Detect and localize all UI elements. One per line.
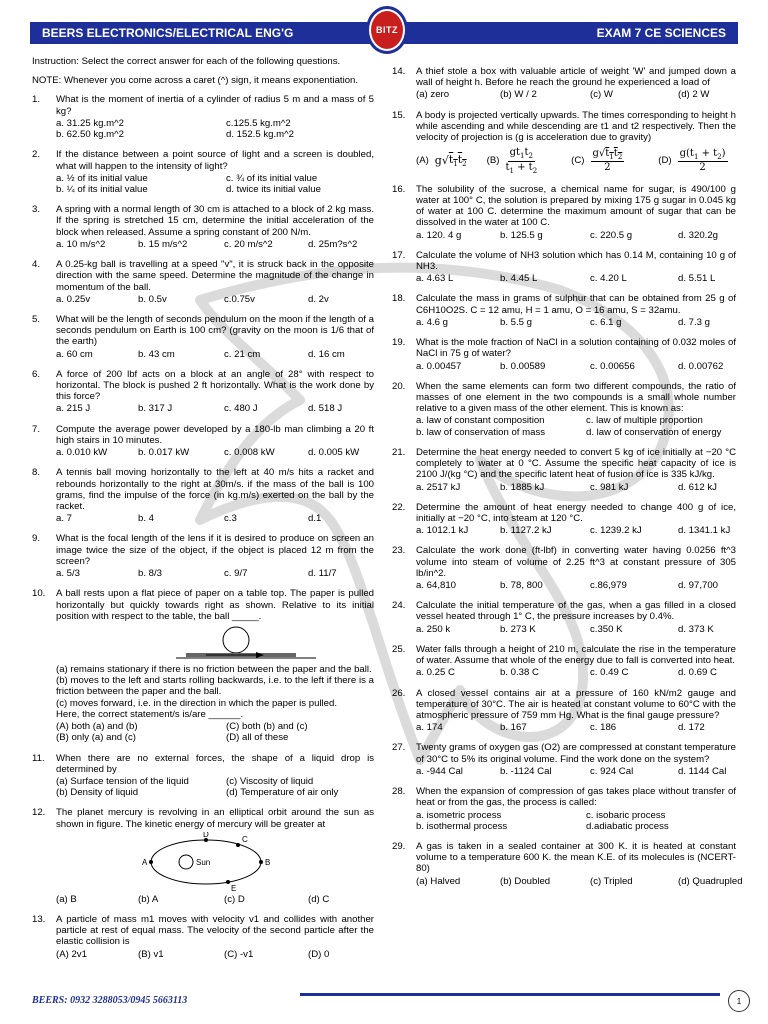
- answer-options: [56, 118, 374, 140]
- question-number: 1.: [32, 94, 41, 106]
- formula-b: $\frac{gt_1t_2}{t_1 + t_2}$: [505, 147, 538, 175]
- option[interactable]: b. 8/3: [138, 568, 163, 580]
- question-number: 8.: [32, 467, 41, 479]
- option[interactable]: (D) 0: [308, 948, 330, 960]
- question-9: [32, 533, 374, 579]
- question-text: The planet mercury is revolving in an elliptical orbit around the sun as shown in figure. The kinetic energy of mercury will be greater at: [56, 807, 374, 830]
- option[interactable]: c.86,979: [590, 580, 627, 592]
- option-label[interactable]: (C): [571, 155, 585, 167]
- option[interactable]: (c) Tripled: [590, 875, 633, 887]
- answer-options: [416, 482, 736, 493]
- table-paper-figure: [56, 624, 374, 662]
- question-27: [392, 742, 736, 777]
- option[interactable]: (D) all of these: [226, 732, 289, 744]
- option[interactable]: c.350 K: [590, 623, 623, 635]
- option[interactable]: (a) B: [56, 893, 77, 905]
- answer-options: [416, 580, 736, 591]
- elliptical-orbit-diagram: [56, 832, 374, 892]
- label-e: E: [231, 883, 237, 892]
- option[interactable]: (b) Doubled: [500, 875, 551, 887]
- question-text: Calculate the work done (ft-lbf) in converting water having 0.0256 ft^3 volume into steam of volume of 2.25 ft^3 at constant pressure of 305 lb/in^2.: [416, 545, 736, 579]
- option[interactable]: d. 518 J: [308, 403, 343, 415]
- formula-a: g√ $t_1t_2$: [434, 152, 467, 168]
- option[interactable]: b. 0.38 C: [500, 667, 539, 679]
- option[interactable]: d. 11/7: [308, 568, 337, 580]
- option[interactable]: d. 5.51 L: [678, 273, 716, 285]
- option[interactable]: b. 43 cm: [138, 348, 175, 360]
- question-number: 10.: [32, 588, 46, 600]
- option[interactable]: d. 1341.1 kJ: [678, 525, 731, 537]
- option[interactable]: (c) D: [224, 893, 245, 905]
- option[interactable]: (C) -v1: [224, 948, 254, 960]
- question-text: Calculate the mass in grams of sulphur that can be obtained from 25 g of C6H10O2S. C = 12 amu, H = 1 amu, O = 16 amu, S = 32amu.: [416, 293, 736, 316]
- option[interactable]: b. isothermal process: [416, 820, 508, 832]
- question-text: When there are no external forces, the shape of a liquid drop is determined by: [56, 752, 374, 775]
- question-text: A 0.25-kg ball is travelling at a speed "v", it is struck back in the opposite direction with the same speed. Determine the magnitude of the change in momentum of the ball.: [56, 259, 374, 293]
- question-text: Determine the heat energy needed to convert 5 kg of ice initially at −20 °C completely to water at 0 °C. Assume the specific heat capacity of ice is 2100 J/(kg °C) and the specific latent heat of fusion of ice is 335 kJ/kg.: [416, 446, 736, 481]
- option-label[interactable]: (A): [416, 155, 429, 167]
- option[interactable]: (d) Quadrupled: [678, 875, 743, 887]
- question-text: What is the focal length of the lens if it is desired to produce on screen an image twice the size of the object, if the object is placed 12 m from the screen?: [56, 533, 374, 567]
- option[interactable]: d. 7.3 g: [678, 316, 711, 328]
- option[interactable]: b. 1127.2 kJ: [500, 525, 552, 537]
- option[interactable]: (c) Viscosity of liquid: [226, 775, 314, 787]
- question-25: [392, 644, 736, 679]
- question-text: Twenty grams of oxygen gas (O2) are compressed at constant temperature of 30°C to 5% its original volume. Find the work done on the system?: [416, 742, 736, 765]
- question-18: [392, 293, 736, 328]
- answer-options: [416, 624, 736, 635]
- option[interactable]: a. 0.25 C: [416, 667, 455, 679]
- option[interactable]: d. 0.69 C: [678, 667, 717, 679]
- answer-options: [416, 810, 736, 832]
- option[interactable]: a. 0.00457: [416, 360, 462, 372]
- option[interactable]: a. 4.63 L: [416, 273, 454, 285]
- option[interactable]: d. 25m?s^2: [308, 238, 358, 250]
- question-text: When the same elements can form two different compounds, the ratio of masses of one element in the two compounds is a small whole number relative to a given mass of the other element. This is known as:: [416, 380, 736, 415]
- option[interactable]: (a) zero: [416, 89, 450, 101]
- option[interactable]: d. 1144 Cal: [678, 765, 727, 777]
- option[interactable]: d. 152.5 kg.m^2: [226, 129, 294, 141]
- question-text: A particle of mass m1 moves with velocity v1 and collides with another particle at rest of equal mass. The velocity of the second particle after the elastic collision is: [56, 914, 374, 948]
- option[interactable]: b. ¼ of its initial value: [56, 183, 148, 195]
- question-text: What is the moment of inertia of a cylinder of radius 5 m and a mass of 5 kg?: [56, 94, 374, 117]
- sun-label: Sun: [196, 857, 211, 867]
- question-5: [32, 314, 374, 360]
- option[interactable]: c. 4.20 L: [590, 273, 627, 285]
- option[interactable]: b. 0.00589: [500, 360, 546, 372]
- option[interactable]: b. 125.5 g: [500, 229, 543, 241]
- question-19: [392, 337, 736, 372]
- answer-options: [56, 173, 374, 195]
- option[interactable]: b. 15 m/s^2: [138, 238, 188, 250]
- question-16: [392, 184, 736, 241]
- option[interactable]: (d) Temperature of air only: [226, 787, 339, 799]
- question-14: [392, 66, 736, 101]
- question-6: [32, 369, 374, 415]
- label-c: C: [242, 834, 248, 844]
- option[interactable]: b. 1885 kJ: [500, 481, 545, 493]
- option[interactable]: a. 215 J: [56, 403, 91, 415]
- statement-a: (a) remains stationary if there is no friction between the paper and the ball.: [56, 663, 372, 675]
- left-column: [32, 56, 374, 969]
- label-a: A: [142, 857, 148, 867]
- option[interactable]: a. 64,810: [416, 580, 457, 592]
- answer-options: [56, 513, 374, 524]
- footer-divider: [300, 993, 720, 996]
- question-number: 4.: [32, 259, 41, 271]
- question-number: 13.: [32, 914, 46, 926]
- answer-options: [416, 317, 736, 328]
- option[interactable]: a. 0.010 kW: [56, 447, 108, 459]
- statement-c: (c) moves forward, i.e. in the direction in which the paper is pulled.: [56, 697, 338, 709]
- option[interactable]: d. 320.2g: [678, 229, 719, 241]
- question-text: The solubility of the sucrose, a chemical name for sugar, is 490/100 g water at 100° C, the solution is prepared by mixing 175 g sugar in 0.045 kg of water at 100 C. determine the maximum amount of sugar that can be dissolved in the water at 100 C.: [416, 183, 736, 229]
- question-number: 17.: [392, 249, 406, 261]
- question-text: A gas is taken in a sealed container at 300 K. it is heated at constant volume to a temperature 600 K. the mean K.E. of its molecules is (NCERT-80): [416, 840, 736, 875]
- question-number: 14.: [392, 66, 406, 77]
- option[interactable]: b. 167: [500, 722, 527, 734]
- option[interactable]: (b) W / 2: [500, 89, 537, 101]
- question-number: 21.: [392, 446, 406, 458]
- question-number: 19.: [392, 337, 406, 349]
- question-22: [392, 502, 736, 537]
- question-10: [32, 588, 374, 743]
- question-number: 11.: [32, 752, 45, 764]
- option[interactable]: c. 480 J: [224, 403, 258, 415]
- question-7: [32, 424, 374, 459]
- option[interactable]: d. law of conservation of energy: [586, 426, 722, 438]
- answer-options: [416, 875, 743, 887]
- answer-options: [416, 525, 736, 536]
- question-text: A spring with a normal length of 30 cm is attached to a block of 2 kg mass. If the spring is stretched 15 cm, determine the initial acceleration of the block when released. Assume a spring constant of 200 N/m.: [56, 204, 374, 238]
- bitz-logo: [366, 6, 408, 54]
- question-number: 18.: [392, 293, 406, 305]
- option[interactable]: a. 10 m/s^2: [56, 238, 106, 250]
- option[interactable]: b. law of conservation of mass: [416, 426, 546, 438]
- question-3: [32, 204, 374, 250]
- right-column: [392, 66, 743, 896]
- answer-options: [56, 239, 374, 250]
- answer-options: [56, 721, 374, 743]
- formula-c: $\frac{g√t_1t_2}{2}$: [592, 148, 623, 174]
- question-20: [392, 381, 736, 438]
- option[interactable]: a. 7: [56, 513, 73, 525]
- option[interactable]: c. 20 m/s^2: [224, 238, 273, 250]
- option[interactable]: b. 4.45 L: [500, 273, 538, 285]
- question-number: 15.: [392, 109, 406, 121]
- question-number: 23.: [392, 545, 406, 557]
- option[interactable]: a. 0.25v: [56, 293, 91, 305]
- formula-options: [416, 147, 736, 174]
- answer-options: [416, 667, 736, 678]
- option[interactable]: d. 0.00762: [678, 360, 724, 372]
- option[interactable]: a. ½ of its initial value: [56, 172, 148, 184]
- option[interactable]: b. 317 J: [138, 403, 173, 415]
- option[interactable]: (c) W: [590, 89, 613, 101]
- question-2: [32, 149, 374, 195]
- option[interactable]: (B) only (a) and (c): [56, 732, 136, 744]
- option[interactable]: b. 62.50 kg.m^2: [56, 129, 124, 141]
- option[interactable]: c.0.75v: [224, 293, 255, 305]
- right-question-list-b: [392, 183, 743, 887]
- option[interactable]: (C) both (b) and (c): [226, 721, 308, 733]
- question-15: [392, 110, 736, 175]
- option[interactable]: d. 0.005 kW: [308, 447, 360, 459]
- question-13: [32, 914, 374, 960]
- question-12: [32, 807, 374, 905]
- option[interactable]: (b) A: [138, 893, 159, 905]
- option[interactable]: a. 2517 kJ: [416, 481, 461, 493]
- question-17: [392, 250, 736, 285]
- option[interactable]: c. law of multiple proportion: [586, 415, 703, 427]
- option[interactable]: (d) 2 W: [678, 89, 710, 101]
- option[interactable]: c. 186: [590, 722, 617, 734]
- header-left-title: BEERS ELECTRONICS/ELECTRICAL ENG'G: [42, 26, 294, 40]
- option[interactable]: (B) v1: [138, 948, 164, 960]
- question-number: 16.: [392, 183, 406, 195]
- option[interactable]: d. 172: [678, 722, 705, 734]
- question-text: What is the mole fraction of NaCl in a solution containing of 0.032 moles of NaCl in 75 g of water?: [416, 337, 736, 360]
- page-number: 1: [728, 990, 750, 1012]
- answer-options: [56, 294, 374, 305]
- logo-text: BITZ: [371, 11, 403, 49]
- question-29: [392, 840, 743, 887]
- question-number: 27.: [392, 742, 406, 754]
- answer-options: [416, 766, 736, 777]
- option[interactable]: b. 0.017 kW: [138, 447, 190, 459]
- question-text: A thief stole a box with valuable article of weight 'W' and jumped down a wall of height h. Before he reach the ground he experienced a load of: [416, 66, 736, 89]
- answer-options: [416, 89, 736, 100]
- option[interactable]: b. 0.5v: [138, 293, 167, 305]
- option[interactable]: d.1: [308, 513, 322, 525]
- label-d: D: [203, 831, 209, 839]
- note-text: NOTE: Whenever you come across a caret (^) sign, it means exponentiation.: [32, 75, 359, 87]
- answer-options: [416, 361, 736, 372]
- option[interactable]: a. 60 cm: [56, 348, 93, 360]
- option[interactable]: c. isobaric process: [586, 809, 666, 821]
- option[interactable]: c. 0.008 kW: [224, 447, 275, 459]
- option[interactable]: (A) both (a) and (b): [56, 721, 138, 733]
- question-number: 6.: [32, 368, 41, 380]
- option[interactable]: c. ¾ of its initial value: [226, 172, 318, 184]
- option[interactable]: b. 4: [138, 513, 155, 525]
- option[interactable]: (d) C: [308, 893, 330, 905]
- question-number: 3.: [32, 204, 41, 216]
- option[interactable]: b. 5.5 g: [500, 316, 533, 328]
- option[interactable]: c. 0.49 C: [590, 667, 629, 679]
- question-28: [392, 786, 736, 832]
- question-number: 25.: [392, 643, 406, 655]
- question-number: 28.: [392, 786, 406, 798]
- footer-contact: BEERS: 0932 3288053/0945 5663113: [32, 995, 188, 1006]
- option[interactable]: a. 174: [416, 722, 443, 734]
- option[interactable]: a. 31.25 kg.m^2: [56, 117, 124, 129]
- question-text: A force of 200 lbf acts on a block at an angle of 28° with respect to horizontal. The block is pushed 2 ft horizontally. What is the work done by this force?: [56, 368, 374, 403]
- answer-options: [416, 273, 736, 284]
- question-4: [32, 259, 374, 305]
- option[interactable]: (A) 2v1: [56, 948, 87, 960]
- question-number: 2.: [32, 149, 41, 161]
- question-24: [392, 600, 736, 635]
- question-number: 20.: [392, 380, 406, 392]
- option[interactable]: d. 16 cm: [308, 348, 345, 360]
- question-text: If the distance between a point source of light and a screen is doubled, what will happen to the intensity of light?: [56, 149, 374, 172]
- question-text: Compute the average power developed by a 180-lb man climbing a 20 ft high stairs in 10 minutes.: [56, 423, 374, 446]
- answer-options: [416, 415, 736, 437]
- option[interactable]: c. 1239.2 kJ: [590, 525, 642, 537]
- option[interactable]: c.125.5 kg.m^2: [226, 117, 291, 129]
- option[interactable]: b. 78, 800: [500, 580, 543, 592]
- question-text: A tennis ball moving horizontally to the left at 40 m/s hits a racket and rebounds horizontally to the right at 30m/s. if the mass of the ball is 100 grams, find the impulse of the force (in kg.m/s) exerted on the ball by the racket.: [56, 467, 374, 512]
- option[interactable]: (b) Density of liquid: [56, 787, 139, 799]
- question-number: 22.: [392, 501, 406, 513]
- option[interactable]: (a) Halved: [416, 875, 461, 887]
- question-11: [32, 753, 374, 799]
- question-number: 29.: [392, 840, 406, 852]
- ball-on-paper-diagram: [56, 624, 374, 662]
- question-8: [32, 467, 374, 524]
- answer-options: [416, 722, 736, 733]
- option[interactable]: d. 97,700: [678, 580, 719, 592]
- answer-options: [56, 349, 374, 360]
- formula-d: $\frac{g(t_1 + t_2)}{2}$: [679, 148, 726, 174]
- option[interactable]: a. 5/3: [56, 568, 81, 580]
- option[interactable]: a. 4.6 g: [416, 316, 449, 328]
- option-label[interactable]: (D): [658, 155, 672, 167]
- answer-options: [56, 403, 374, 414]
- question-1: [32, 94, 374, 140]
- option[interactable]: d. 612 kJ: [678, 481, 717, 493]
- option[interactable]: c. 21 cm: [224, 348, 261, 360]
- question-number: 9.: [32, 533, 41, 545]
- question-text: Water falls through a height of 210 m, calculate the rise in the temperature of water. Assume that whole of the energy due to fall is converted into heat.: [416, 643, 736, 667]
- statement-prompt: Here, the correct statement/s is/are ______.: [56, 708, 244, 720]
- answer-options: [56, 894, 374, 905]
- question-number: 5.: [32, 313, 41, 325]
- sun-icon: [179, 855, 193, 869]
- right-question-list-a: [392, 66, 736, 101]
- option[interactable]: a. 1012.1 kJ: [416, 525, 469, 537]
- option[interactable]: a. 250 k: [416, 623, 451, 635]
- question-text: Calculate the initial temperature of the gas, when a gas filled in a closed vessel heated through 1° C, the pressure increases by 0.4%.: [416, 600, 736, 623]
- question-text: A closed vessel contains air at a pressure of 160 kN/m2 gauge and temperature of 30°C. The air is heated at constant volume to 60°C with the atmospheric pressure of 759 mm Hg. What is the final gauge pressure?: [416, 687, 736, 721]
- orbit-figure: [56, 832, 374, 892]
- statement-b: (b) moves to the left and starts rolling backwards, i.e. to the left if there is a friction between the paper and the ball.: [56, 675, 374, 698]
- option[interactable]: a. -944 Cal: [416, 765, 463, 777]
- option[interactable]: c. 220.5 g: [590, 229, 633, 241]
- option[interactable]: c. 6.1 g: [590, 316, 622, 328]
- question-text: What will be the length of seconds pendulum on the moon if the length of a seconds pendulum on Earth is 100 cm? (gravity on the moon is 1/6 that of the earth): [56, 313, 374, 348]
- option[interactable]: c. 924 Cal: [590, 765, 634, 777]
- option[interactable]: d. 2v: [308, 293, 329, 305]
- option[interactable]: c. 9/7: [224, 568, 248, 580]
- left-question-list: [32, 94, 374, 579]
- header-right-title: EXAM 7 CE SCIENCES: [596, 26, 726, 40]
- answer-options: [56, 568, 374, 579]
- option[interactable]: c. 981 kJ: [590, 481, 629, 493]
- label-b: B: [265, 857, 271, 867]
- question-text: Calculate the volume of NH3 solution which has 0.14 M, containing 10 g of NH3.: [416, 249, 736, 272]
- option[interactable]: c. 0.00656: [590, 360, 635, 372]
- option[interactable]: a. law of constant composition: [416, 415, 545, 427]
- question-number: 24.: [392, 600, 406, 612]
- option-label[interactable]: (B): [486, 155, 500, 167]
- question-21: [392, 447, 736, 493]
- option[interactable]: d. twice its initial value: [226, 183, 321, 195]
- answer-options: [56, 949, 374, 960]
- question-text: A body is projected vertically upwards. The times corresponding to height h while ascending and while descending are t1 and t2 respectively. Then the velocity of projection is (g is acceleration due to gravity): [416, 109, 736, 144]
- question-number: 7.: [32, 423, 41, 435]
- option[interactable]: d.adiabatic process: [586, 820, 669, 832]
- answer-options: [416, 230, 736, 241]
- option[interactable]: b. -1124 Cal: [500, 765, 552, 777]
- question-text: A ball rests upon a flat piece of paper on a table top. The paper is pulled horizontally but quickly towards right as shown. Relative to its initial position with respect to the table, the ball _____.: [56, 588, 374, 622]
- option[interactable]: b. 273 K: [500, 623, 536, 635]
- option[interactable]: c.3: [224, 513, 237, 525]
- question-text: When the expansion of compression of gas takes place without transfer of heat or from the gas, the process is called:: [416, 786, 736, 809]
- option[interactable]: d. 373 K: [678, 623, 714, 635]
- option[interactable]: a. isometric process: [416, 809, 502, 821]
- option[interactable]: a. 120. 4 g: [416, 229, 462, 241]
- question-26: [392, 688, 736, 734]
- answer-options: [56, 776, 374, 798]
- question-number: 26.: [392, 687, 406, 699]
- answer-options: [56, 447, 374, 458]
- question-number: 12.: [32, 807, 46, 819]
- option[interactable]: (a) Surface tension of the liquid: [56, 775, 189, 787]
- question-23: [392, 545, 736, 591]
- instruction-text: Instruction: Select the correct answer for each of the following questions.: [32, 56, 341, 67]
- question-text: Determine the amount of heat energy needed to change 400 g of ice, initially at −20 °C, into steam at 120 °C.: [416, 501, 736, 524]
